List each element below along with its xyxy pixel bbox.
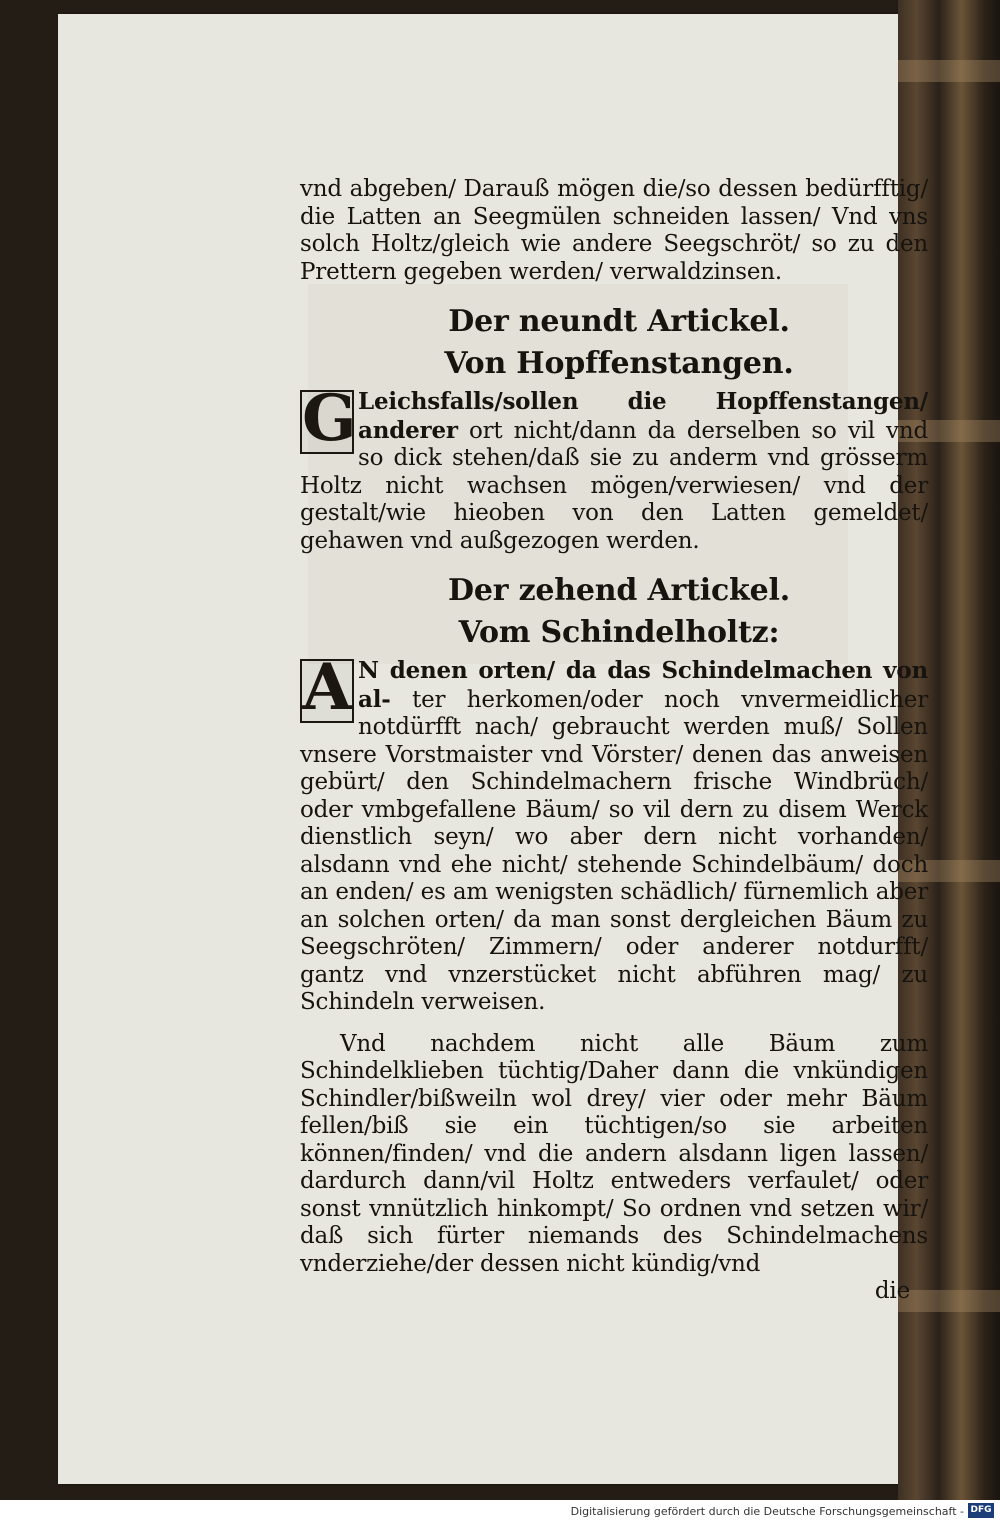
paragraph-top: vnd abgeben/ Darauß mögen die/so dessen bedürfftig/ die Latten an Seegmülen schneiden lassen/ Vnd vns solch Holtz/gleich wie andere Seegschröt/ so zu den Prettern gegeben werden/ verwaldzinsen. [300, 176, 928, 285]
footer-credit: Digitalisierung gefördert durch die Deutsche Forschungsgemeinschaft - [570, 1505, 964, 1518]
article10-heading: Der zehend Artickel. [448, 573, 790, 608]
article10-paragraph-2: Vnd nachdem nicht alle Bäum zum Schindelklieben tüchtig/Daher dann die vnkündigen Schindler/bißweiln wol drey/ vier oder mehr Bäum fellen/biß sie ein tüchtigen/so sie arbeiten können/finden/ vnd die andern alsdann ligen lassen/ dardurch dann/vil Holtz entweders verfaulet/ oder sonst vnnützlich hinkompt/ So ordnen vnd setzen wir/ daß sich fürter niemands des Schindelmachens vnderziehe/der dessen nicht kündig/vnd [300, 1030, 928, 1277]
article9-paragraph [300, 381, 928, 555]
article9-body: ort nicht/dann da derselben so vil vnd so dick stehen/daß sie zu anderm vnd grösserm Holtz nicht wachsen mögen/verwiesen/ vnd der gestalt/wie hieoben von den Latten gemeldet/ gehawen vnd außgezogen werden. [300, 417, 928, 554]
page-text [300, 176, 928, 1305]
dfg-logo: DFG [968, 1503, 994, 1518]
article10-lead: N denen orten/ da das Schindelmachen von al- [358, 657, 928, 713]
article10-body: ter herkomen/oder noch vnvermeidlicher notdürfft nach/ gebraucht werden muß/ Sollen vnsere Vorstmaister vnd Vörster/ denen das anweisen gebürt/ den Schindelmachern frische Windbrüch/ oder vmbgefallene Bäum/ so vil dern zu disem Werck dienstlich seyn/ wo aber dern nicht vorhanden/ alsdann vnd ehe nicht/ stehende Schindelbäum/ doch an enden/ es am wenigsten schädlich/ fürnemlich aber an solchen orten/ da man sonst dergleichen Bäum zu Seegschröten/ Zimmern/ oder anderer notdurfft/ gantz vnd vnzerstücket nicht abführen mag/ zu Schindeln verweisen. [300, 686, 928, 1015]
article10-subheading: Vom Schindelholtz: [458, 615, 780, 650]
drop-cap-initial: A [300, 659, 354, 723]
catchword: die [874, 1278, 910, 1304]
article10-paragraph [300, 650, 928, 1017]
spine-band [898, 60, 1000, 82]
footer-bar [0, 1500, 1000, 1522]
drop-cap-initial: G [302, 381, 357, 456]
article9-lead: Leichsfalls/sollen die Hopffenstangen/ anderer [358, 388, 928, 444]
article9-heading: Der neundt Artickel. [448, 304, 790, 339]
article9-subheading: Von Hopffenstangen. [444, 346, 794, 381]
